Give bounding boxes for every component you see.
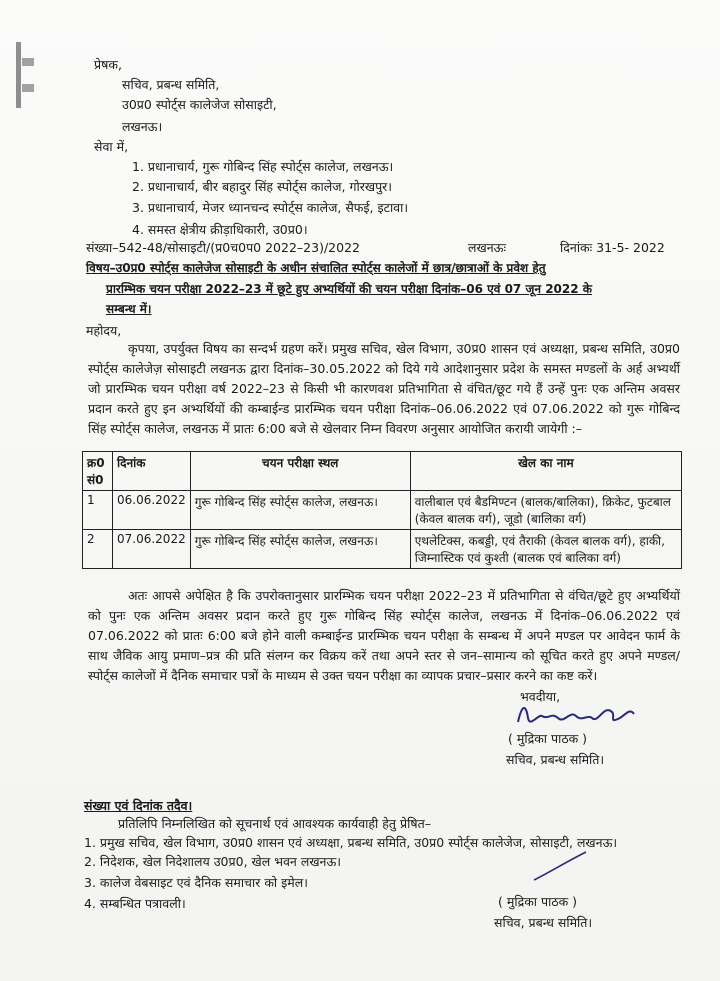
copy-signatory-name: ( मुद्रिका पाठक ) [498, 894, 578, 909]
sender-label: प्रेषक, [94, 57, 122, 72]
copy-item: 1. प्रमुख सचिव, खेल विभाग, उ0प्र0 शासन एवं अध्यक्षा, प्रबन्ध समिति, उ0प्र0 स्पोर्ट्स कालेजेज, सोसाइटी, लखनऊ। [84, 835, 618, 850]
salutation: महोदय, [86, 323, 122, 338]
sender-city: लखनऊ। [122, 119, 163, 134]
table-header-row [83, 452, 682, 491]
recipient-item: 1. प्रधानाचार्य, गुरू गोबिन्द सिंह स्पोर्ट्स कालेज, लखनऊ। [132, 159, 394, 174]
copy-item: 3. कालेज वेबसाइट एवं दैनिक समाचार को इमेल। [84, 875, 308, 890]
copy-item: 2. निदेशक, खेल निदेशालय उ0प्र0, खेल भवन लखनऊ। [84, 854, 342, 869]
cell-venue: गुरू गोबिन्द सिंह स्पोर्ट्स कालेज, लखनऊ। [190, 491, 410, 530]
header-serial: क्र0 सं0 [83, 452, 113, 491]
copy-signatory-designation: सचिव, प्रबन्ध समिति। [494, 915, 593, 930]
copy-heading: संख्या एवं दिनांक तदैव। [84, 798, 193, 813]
cell-date: 06.06.2022 [113, 491, 191, 530]
table-row [83, 491, 682, 530]
body-paragraph-1: कृपया, उपर्युक्त विषय का सन्दर्भ ग्रहण करें। प्रमुख सचिव, खेल विभाग, उ0प्र0 शासन एवं अध्यक्षा, प्रबन्ध समिति, उ0प्र0 स्पोर्ट्स कालेजेज़ सोसाइटी लखनऊ द्वारा दिनांक–30.05.2022 को दिये गये आदेशानुसार प्रदेश के समस्त मण्डलों के अर्ह अभ्यर्थी जो प्रारम्भिक चयन परीक्षा वर्ष 2022–23 से किसी भी कारणवश प्रतिभागिता से वंचित/छूट गये हैं उन्हें पुनः एक अन्तिम अवसर प्रदान करते हुए इन अभ्यर्थियों की कम्बाईन्ड प्रारम्भिक चयन परीक्षा दिनांक–06.06.2022 एवं 07.06.2022 को गुरू गोबिन्द सिंह स्पोर्ट्स कालेज, लखनऊ में प्रातः 6:00 बजे से खेलवार निम्न विवरण अनुसार आयोजित करायी जायेगी :– [88, 341, 680, 436]
header-venue: चयन परीक्षा स्थल [190, 452, 410, 491]
recipient-item: 2. प्रधानाचार्य, बीर बहादुर सिंह स्पोर्ट्स कालेज, गोरखपुर। [132, 179, 393, 194]
cell-sports: वालीबाल एवं बैडमिण्टन (बालक/बालिका), क्रिकेट, फुटबाल (केवल बालक वर्ग), जूडो (बालिका वर्ग) [410, 491, 681, 530]
table-row [83, 530, 682, 569]
sender-org: उ0प्र0 स्पोर्ट्स कालेजेज सोसाइटी, [122, 97, 277, 112]
letter-date: दिनांकः 31-5- 2022 [560, 240, 665, 255]
cell-venue: गुरू गोबिन्द सिंह स्पोर्ट्स कालेज, लखनऊ। [190, 530, 410, 569]
cell-serial: 2 [83, 530, 113, 569]
cell-date: 07.06.2022 [113, 530, 191, 569]
signatory-designation: सचिव, प्रबन्ध समिति। [506, 752, 605, 767]
header-date: दिनांक [113, 452, 191, 491]
copy-intro: प्रतिलिपि निम्नलिखित को सूचनार्थ एवं आवश्यक कार्यवाही हेतु प्रेषित– [118, 816, 431, 831]
subject-line-2: प्रारम्भिक चयन परीक्षा 2022–23 में छूटे हुए अभ्यर्थियों की चयन परीक्षा दिनांक–06 एवं 07 जून 2022 के [106, 282, 592, 296]
closing-regards: भवदीया, [520, 689, 561, 704]
body-paragraph-2: अतः आपसे अपेक्षित है कि उपरोक्तानुसार प्रारम्भिक चयन परीक्षा 2022–23 में प्रतिभागिता से वंचित/छूटे हुए अभ्यर्थियों को पुनः एक अन्तिम अवसर प्रदान करते हुए गुरू गोबिन्द सिंह स्पोर्ट्स कालेज, लखनऊ में दिनांक–06.06.2022 एवं 07.06.2022 को प्रातः 6:00 बजे होने वाली कम्बाईन्ड प्रारम्भिक चयन परीक्षा के सम्बन्ध में अपने मण्डल पर आवेदन फार्म के साथ जैविक आयु प्रमाण–प्रत्र की प्रति संलग्न कर विक्रय करें तथा अपने स्तर से जन–सामान्य को सूचित करते हुए अपने मण्डल/स्पोर्ट्स कालेजों में दैनिक समाचार पत्रों के माध्यम से उक्त चयन परीक्षा का व्यापक प्रचार–प्रसार करने का कष्ट करें। [88, 588, 680, 683]
paper-clip-mark [10, 40, 38, 110]
cell-sports: एथलेटिक्स, कबड्डी, एवं तैराकी (केवल बालक वर्ग), हाकी, जिम्नास्टिक एवं कुश्ती (बालक एवं बालिका वर्ग) [410, 530, 681, 569]
cell-serial: 1 [83, 491, 113, 530]
subject-line-3: सम्बन्ध में। [106, 302, 152, 316]
header-sport: खेल का नाम [410, 452, 681, 491]
signatory-name: ( मुद्रिका पाठक ) [508, 731, 588, 746]
recipient-item: 3. प्रधानाचार्य, मेजर ध्यानचन्द स्पोर्ट्स कालेज, सैफई, इटावा। [132, 200, 409, 215]
subject-line-1: विषय–उ0प्र0 स्पोर्ट्स कालेजेज सोसाइटी के अधीन संचालित स्पोर्ट्स कालेजों में छात्र/छात्राओं के प्रवेश हेतु [86, 261, 546, 275]
sender-designation: सचिव, प्रबन्ध समिति, [122, 77, 220, 92]
copy-item: 4. सम्बन्धित पत्रावली। [84, 896, 186, 911]
initials-mark [530, 848, 590, 884]
letter-place: लखनऊः [468, 240, 506, 255]
schedule-table [82, 451, 682, 569]
letter-number: संख्या–542-48/सोसाइटी/(प्र0च0प0 2022–23)/2022 [86, 240, 360, 255]
signature-mark [512, 694, 642, 732]
recipient-item: 4. समस्त क्षेत्रीय क्रीड़ाधिकारी, उ0प्र0। [132, 222, 308, 237]
recipients-label: सेवा में, [94, 139, 129, 154]
